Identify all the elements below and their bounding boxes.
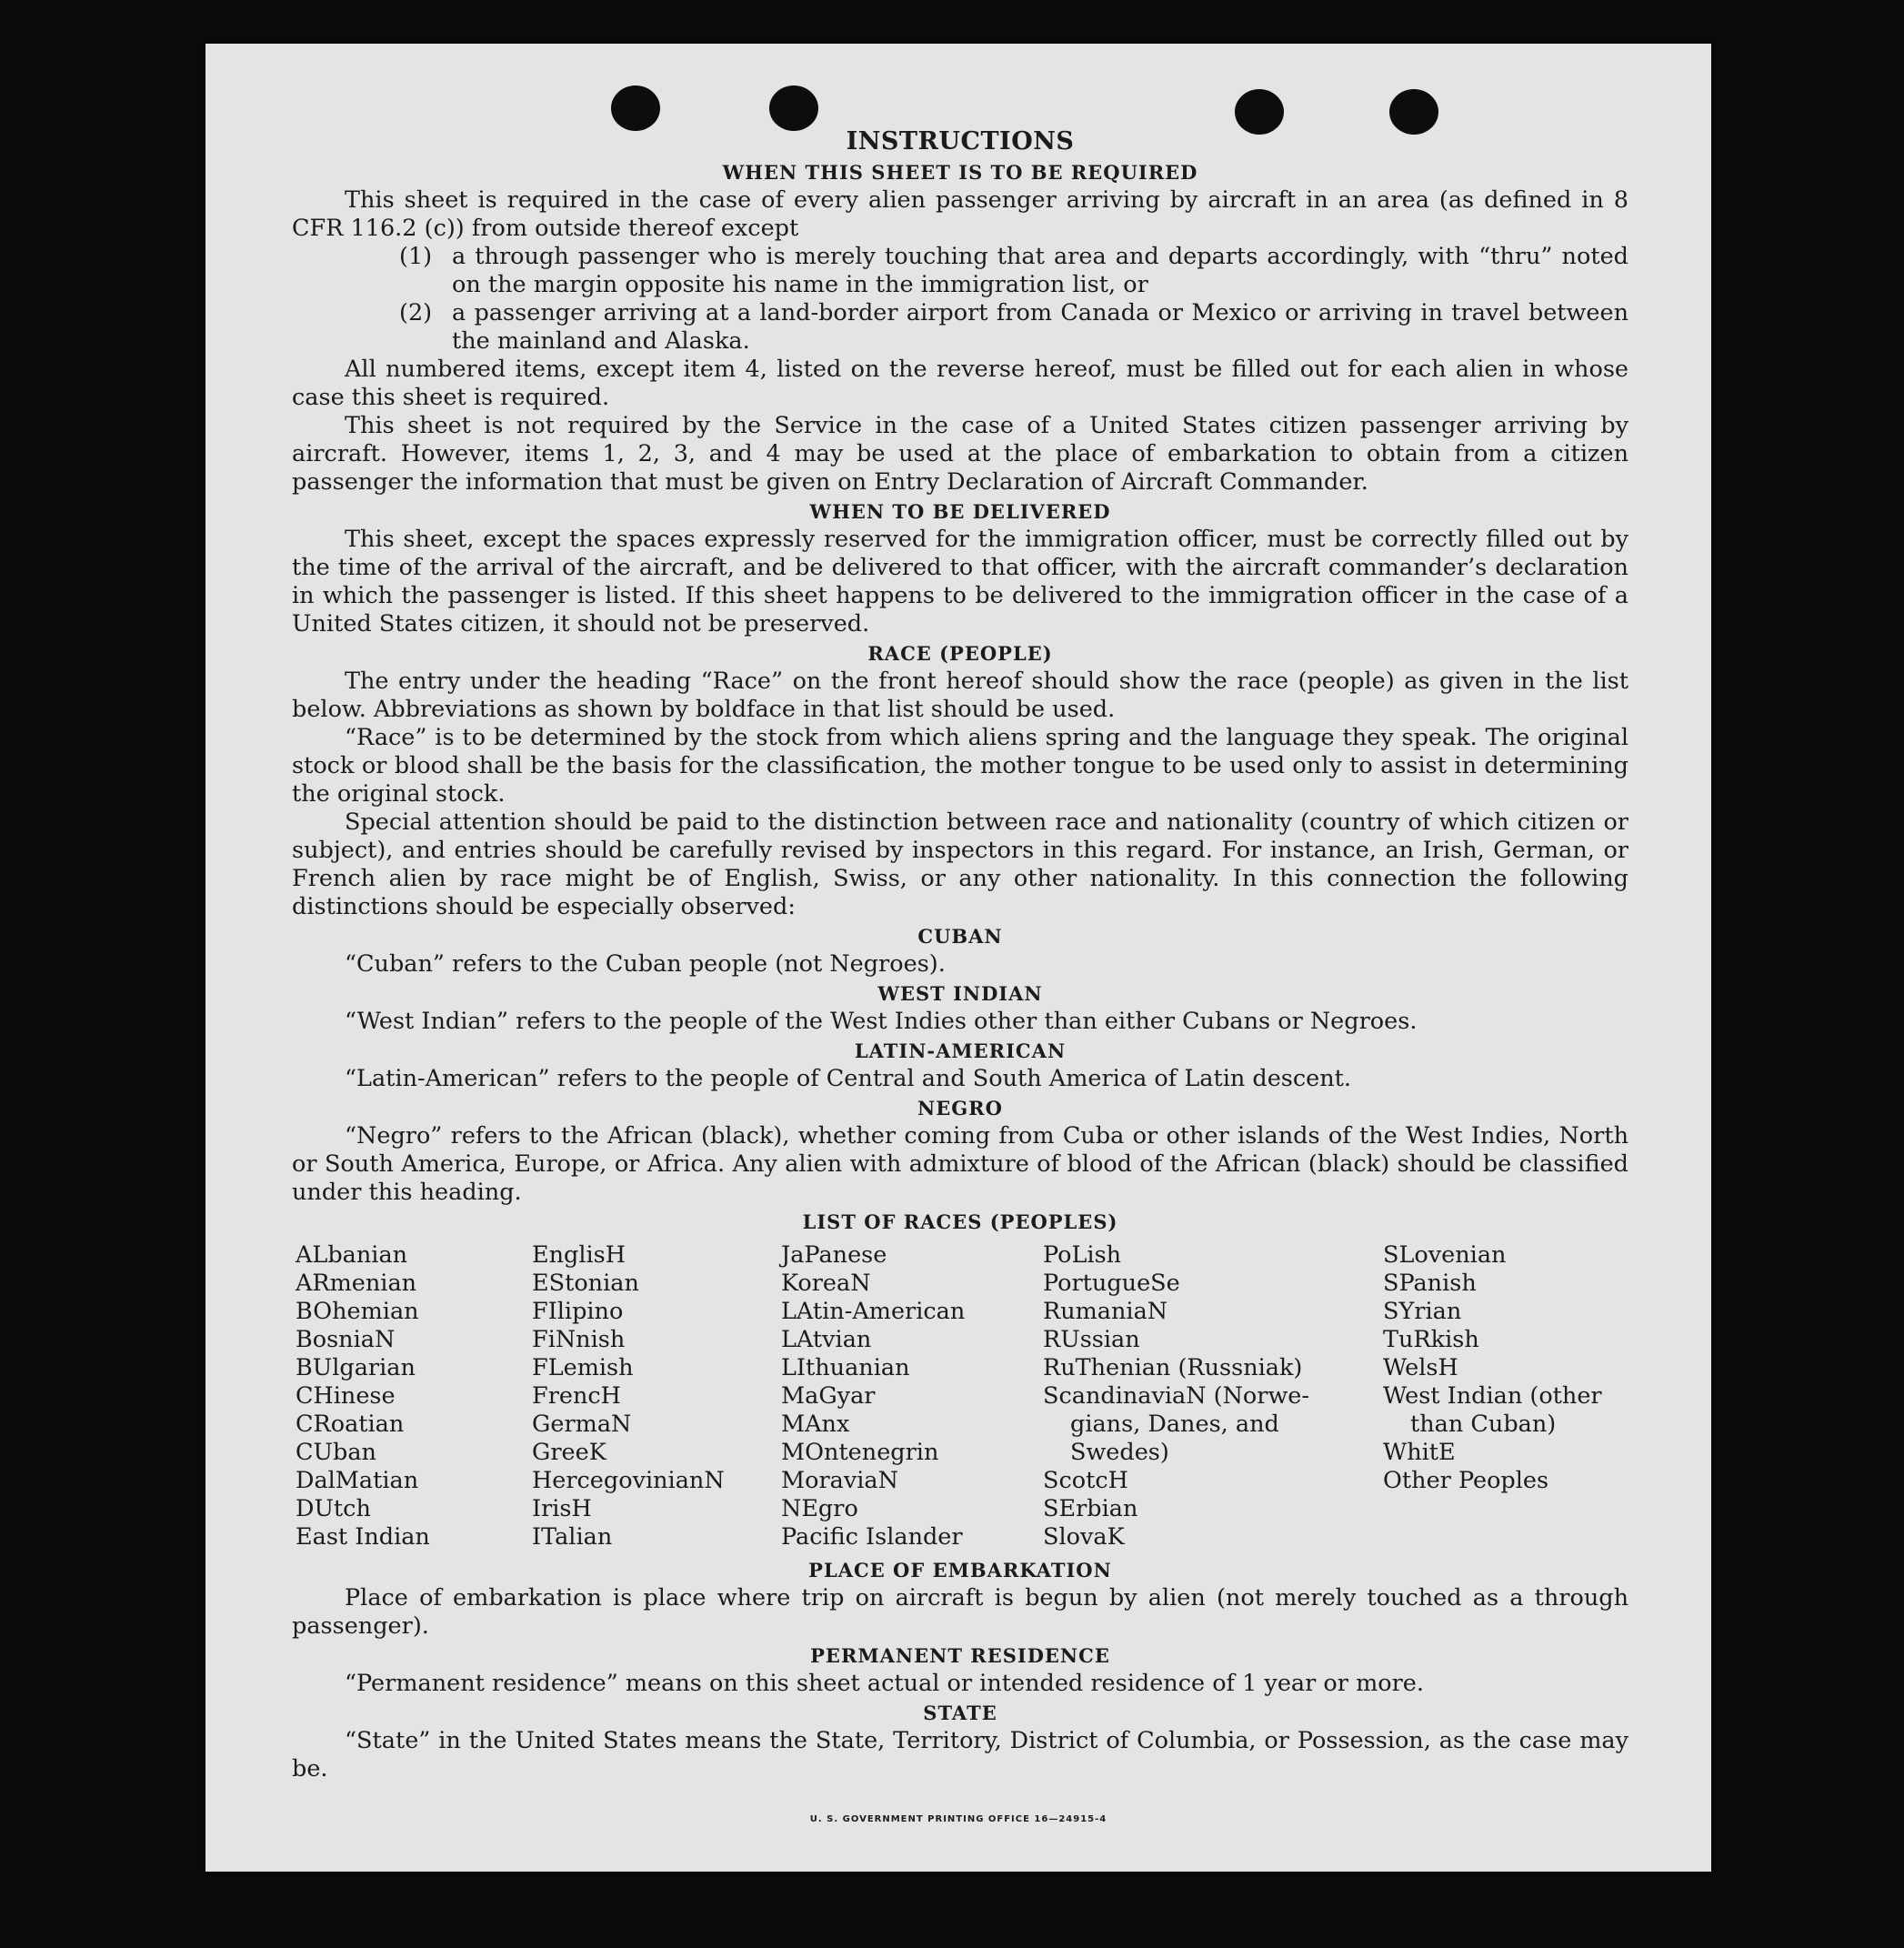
instruction-sheet [205, 44, 1711, 1872]
paragraph: This sheet, except the spaces expressly reserved for the immigration officer, must be correctly filled out by the time of the arrival of the aircraft, and be delivered to that officer, with the aircraft commander’s declaration in which the passenger is listed. If this sheet happens to be delivered to the immigration officer in the case of a United States citizen, it should not be preserved. [292, 526, 1628, 638]
race-entry: DUtch [296, 1495, 371, 1522]
paragraph: This sheet is not required by the Service in the case of a United States citizen passenger arriving by aircraft. However, items 1, 2, 3, and 4 may be used at the place of embarkation to obtain from a citizen passenger the information that must be given on Entry Declaration of Aircraft Commander. [292, 412, 1628, 496]
punch-hole [611, 85, 660, 131]
race-entry: ITalian [532, 1523, 613, 1551]
race-entry: KoreaN [781, 1270, 871, 1297]
race-entry: BUlgarian [296, 1354, 416, 1381]
race-entry-continued: than Cuban) [1410, 1411, 1557, 1438]
section-heading: PLACE OF EMBARKATION [808, 1559, 1112, 1581]
race-entry: RumaniaN [1043, 1298, 1168, 1325]
paragraph: Special attention should be paid to the distinction between race and nationality (country of which citizen or subject), and entries should be carefully revised by inspectors in this regard. For instance, an Irish, German, or French alien by race might be of English, Swiss, or any other nationality. In this connection the following distinctions should be especially observed: [292, 808, 1628, 920]
race-entry: LAtvian [781, 1326, 872, 1353]
race-entry: TuRkish [1383, 1326, 1479, 1353]
race-column [781, 1241, 1043, 1551]
race-entry: ALbanian [296, 1241, 408, 1269]
race-entry: GreeK [532, 1439, 606, 1466]
race-column [1383, 1241, 1619, 1551]
section-heading: WHEN TO BE DELIVERED [809, 500, 1111, 523]
race-entry: ScandinaviaN (Norwe- [1043, 1382, 1310, 1410]
paragraph: “Permanent residence” means on this sheet actual or intended residence of 1 year or more. [345, 1670, 1424, 1697]
race-entry: PortugueSe [1043, 1270, 1180, 1297]
page-title: INSTRUCTIONS [846, 127, 1075, 156]
item-number: (1) [399, 243, 433, 270]
race-entry: LIthuanian [781, 1354, 910, 1381]
race-entry: BosniaN [296, 1326, 396, 1353]
instructions-content [292, 127, 1628, 1783]
race-entry: PoLish [1043, 1241, 1122, 1269]
race-entry: CHinese [296, 1382, 396, 1410]
race-entry: ARmenian [296, 1270, 417, 1297]
race-entry: SYrian [1383, 1298, 1462, 1325]
race-entry: DalMatian [296, 1467, 419, 1494]
race-entry: East Indian [296, 1523, 430, 1551]
punch-hole [769, 85, 818, 131]
paragraph: “Latin-American” refers to the people of Central and South America of Latin descent. [345, 1065, 1352, 1092]
item-number: (2) [399, 299, 433, 326]
paragraph: This sheet is required in the case of every alien passenger arriving by aircraft in an area (as defined in 8 CFR 116.2 (c)) from outside thereof except [292, 186, 1628, 242]
race-column [292, 1241, 532, 1551]
race-entry: MaGyar [781, 1382, 876, 1410]
race-entry: CUban [296, 1439, 376, 1466]
race-entry: RUssian [1043, 1326, 1140, 1353]
race-entry: GermaN [532, 1411, 632, 1438]
paragraph: The entry under the heading “Race” on the front hereof should show the race (people) as given in the list below. Abbreviations as shown by boldface in that list should be used. [292, 668, 1628, 723]
section-heading: WEST INDIAN [877, 982, 1043, 1005]
paragraph: “State” in the United States means the State, Territory, District of Columbia, or Possession, as the case may be. [292, 1727, 1628, 1782]
list-item [292, 299, 1628, 356]
race-entry: MOntenegrin [781, 1439, 939, 1466]
list-heading: LIST OF RACES (PEOPLES) [802, 1210, 1118, 1233]
section-heading: STATE [923, 1702, 997, 1724]
section-heading: WHEN THIS SHEET IS TO BE REQUIRED [722, 161, 1198, 184]
section-heading: PERMANENT RESIDENCE [810, 1644, 1110, 1667]
race-entry: FiNnish [532, 1326, 626, 1353]
section-heading: LATIN-AMERICAN [854, 1039, 1067, 1062]
race-entry: HercegovinianN [532, 1467, 725, 1494]
race-entry: WelsH [1383, 1354, 1458, 1381]
race-entry: FIlipino [532, 1298, 624, 1325]
race-entry: FLemish [532, 1354, 634, 1381]
race-list [292, 1241, 1628, 1551]
race-entry: West Indian (other [1383, 1382, 1602, 1410]
race-entry: ScotcH [1043, 1467, 1128, 1494]
race-entry: JaPanese [781, 1241, 887, 1269]
race-entry: WhitE [1383, 1439, 1456, 1466]
race-column [532, 1241, 781, 1551]
race-entry: EStonian [532, 1270, 639, 1297]
race-entry: LAtin-American [781, 1298, 966, 1325]
race-entry: EnglisH [532, 1241, 626, 1269]
item-text: a passenger arriving at a land-border airport from Canada or Mexico or arriving in travel between the mainland and Alaska. [452, 299, 1628, 355]
paragraph: “West Indian” refers to the people of the West Indies other than either Cubans or Negroes. [345, 1008, 1418, 1035]
race-entry: SlovaK [1043, 1523, 1125, 1551]
section-heading: NEGRO [917, 1097, 1003, 1120]
race-entry: MoraviaN [781, 1467, 898, 1494]
race-entry: IrisH [532, 1495, 592, 1522]
race-entry-continued: Swedes) [1070, 1439, 1169, 1466]
race-entry: MAnx [781, 1411, 850, 1438]
race-entry: CRoatian [296, 1411, 405, 1438]
race-entry: SErbian [1043, 1495, 1138, 1522]
race-entry: NEgro [781, 1495, 858, 1522]
paragraph: “Race” is to be determined by the stock from which aliens spring and the language they speak. The original stock or blood shall be the basis for the classification, the mother tongue to be used only to assist in determining the original stock. [292, 724, 1628, 808]
item-text: a through passenger who is merely touching that area and departs accordingly, with “thru” noted on the margin opposite his name in the immigration list, or [452, 243, 1628, 298]
paragraph: Place of embarkation is place where trip on aircraft is begun by alien (not merely touched as a through passenger). [292, 1584, 1628, 1640]
race-entry-continued: gians, Danes, and [1070, 1411, 1279, 1438]
race-entry: SLovenian [1383, 1241, 1507, 1269]
paragraph: “Cuban” refers to the Cuban people (not Negroes). [345, 950, 946, 978]
race-entry: Pacific Islander [781, 1523, 963, 1551]
race-entry: FrencH [532, 1382, 621, 1410]
race-entry: RuThenian (Russniak) [1043, 1354, 1303, 1381]
paragraph: All numbered items, except item 4, listed on the reverse hereof, must be filled out for each alien in whose case this sheet is required. [292, 356, 1628, 411]
race-entry: Other Peoples [1383, 1467, 1549, 1494]
race-entry: SPanish [1383, 1270, 1477, 1297]
list-item [292, 243, 1628, 299]
race-column [1043, 1241, 1327, 1551]
paragraph: “Negro” refers to the African (black), whether coming from Cuba or other islands of the West Indies, North or South America, Europe, or Africa. Any alien with admixture of blood of the African (black) should be classified under this heading. [292, 1122, 1628, 1206]
section-heading: RACE (PEOPLE) [867, 642, 1053, 665]
race-entry: BOhemian [296, 1298, 419, 1325]
printing-office-footer: U. S. GOVERNMENT PRINTING OFFICE 16—24915-4 [809, 1814, 1107, 1824]
section-heading: CUBAN [917, 925, 1003, 948]
